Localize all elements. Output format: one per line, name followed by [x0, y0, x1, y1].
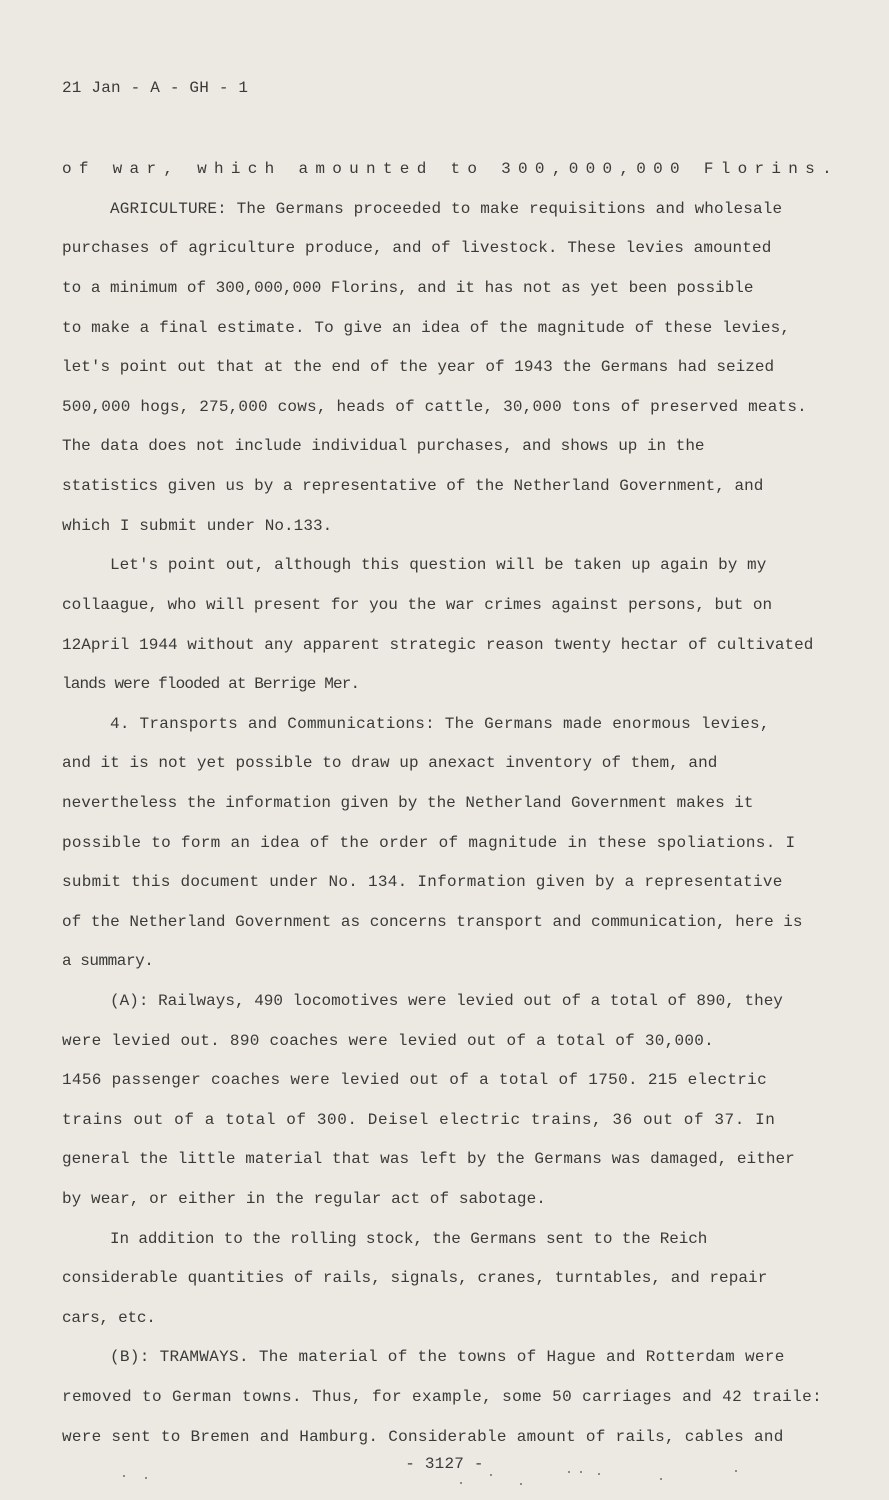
text-line: In addition to the rolling stock, the Germans sent to the Reich	[110, 1230, 708, 1248]
text-line: statistics given us by a representative of the Netherland Government, and	[62, 477, 764, 495]
page-number: - 3127 -	[405, 1455, 484, 1473]
text-line: lands were flooded at Berrige Mer.	[62, 675, 360, 693]
text-line: by wear, or either in the regular act of sabotage.	[62, 1190, 546, 1208]
page-header: 21 Jan - A - GH - 1	[62, 79, 249, 97]
text-line: of the Netherland Government as concerns transport and communication, here is	[62, 913, 803, 931]
scan-speck	[145, 1477, 147, 1479]
text-line: nevertheless the information given by the Netherland Government makes it	[62, 794, 754, 812]
text-line: AGRICULTURE: The Germans proceeded to make requisitions and wholesale	[110, 200, 783, 218]
text-line: to a minimum of 300,000,000 Florins, and it has not as yet been possible	[62, 279, 754, 297]
text-line: (B): TRAMWAYS. The material of the towns of Hague and Rotterdam were	[110, 1348, 785, 1366]
text-line: to make a final estimate. To give an idea of the magnitude of these levies,	[62, 319, 791, 337]
text-line: a summary.	[62, 952, 154, 970]
text-line: (A): Railways, 490 locomotives were levied out of a total of 890, they	[110, 992, 783, 1010]
text-line: trains out of a total of 300. Deisel electric trains, 36 out of 37. In	[62, 1111, 776, 1129]
text-line: which I submit under No.133.	[62, 517, 333, 535]
text-line: possible to form an idea of the order of magnitude in these spoliations. I	[62, 834, 796, 852]
text-line: let's point out that at the end of the year of 1943 the Germans had seized	[62, 358, 775, 376]
text-line: purchases of agriculture produce, and of livestock. These levies amounted	[62, 239, 772, 257]
text-line: removed to German towns. Thus, for example, some 50 carriages and 42 traile:	[62, 1388, 823, 1406]
scan-speck	[568, 1471, 570, 1473]
scan-speck	[123, 1475, 125, 1477]
text-line: general the little material that was left by the Germans was damaged, either	[62, 1150, 795, 1168]
text-line: of war, which amounted to 300,000,000 Florins.	[62, 160, 839, 178]
text-line: 12April 1944 without any apparent strategic reason twenty hectar of cultivated	[62, 636, 814, 654]
text-line: were levied out. 890 coaches were levied out of a total of 30,000.	[62, 1032, 714, 1050]
scan-speck	[735, 1470, 737, 1472]
text-line: The data does not include individual purchases, and shows up in the	[62, 437, 705, 455]
text-line: 500,000 hogs, 275,000 cows, heads of cattle, 30,000 tons of preserved meats.	[62, 398, 807, 416]
scan-speck	[520, 1483, 522, 1485]
text-line: collaague, who will present for you the war crimes against persons, but on	[62, 596, 773, 614]
text-line: Let's point out, although this question will be taken up again by my	[110, 556, 767, 574]
text-line: cars, etc.	[62, 1309, 156, 1327]
text-line: 4. Transports and Communications: The Germans made enormous levies,	[110, 715, 770, 733]
scan-speck	[598, 1473, 600, 1475]
scan-speck	[490, 1474, 492, 1476]
scan-speck	[660, 1478, 662, 1480]
scan-speck	[580, 1471, 582, 1473]
scan-speck	[460, 1482, 462, 1484]
text-line: submit this document under No. 134. Information given by a representative	[62, 873, 783, 891]
text-line: were sent to Bremen and Hamburg. Considerable amount of rails, cables and	[62, 1428, 784, 1446]
text-line: 1456 passenger coaches were levied out of a total of 1750. 215 electric	[62, 1071, 768, 1089]
text-line: and it is not yet possible to draw up anexact inventory of them, and	[62, 754, 718, 772]
text-line: considerable quantities of rails, signals, cranes, turntables, and repair	[62, 1269, 768, 1287]
